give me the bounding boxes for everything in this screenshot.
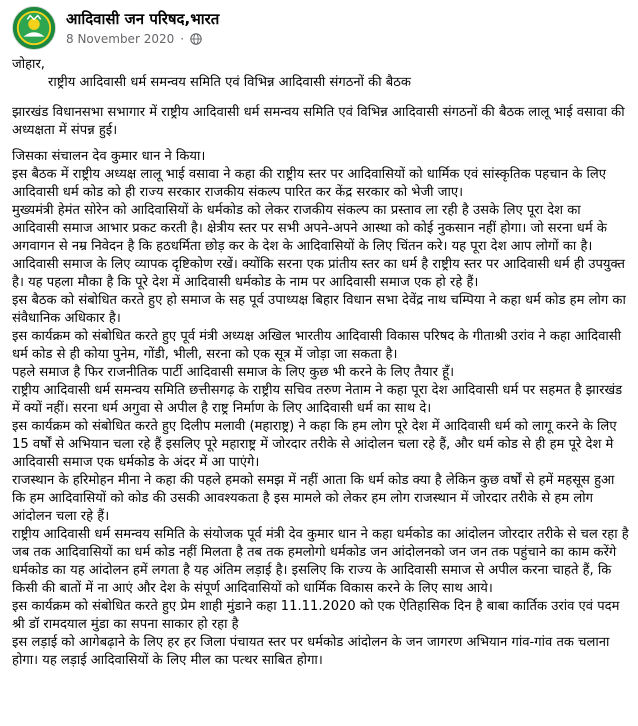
logo-icon (13, 7, 55, 49)
post-body (12, 56, 630, 670)
paragraph: राष्ट्रीय आदिवासी धर्म समन्वय समिति के संयोजक पूर्व मंत्री देव कुमार धान ने कहा धर्मकोड का आंदोलन जोरदार तरीके से चल रहा है जब तक आदिवासियों का धर्म कोड नहीं मिलता है तब तक हमलोगो धर्मकोड जन आंदोलनको जन जन तक पहुंचाने का काम करेंगे धर्मकोड का यह आंदोलन हमें लगता है यह अंतिम लड़ाई है। इसलिए कि राज्य के आदिवासी समाज से अपील करना चाहते हैं, कि किसी की बातों में ना आएं और देश के संपूर्ण आदिवासियों को धार्मिक विकास करने के लिए साथ आये। (12, 527, 629, 596)
greeting: जोहार, (12, 57, 45, 72)
paragraph: जिसका संचालन देव कुमार धान ने किया। (12, 149, 206, 164)
post-header (12, 6, 612, 52)
paragraph: इस लड़ाई को आगेबढ़ाने के लिए हर हर जिला पंचायत स्तर पर धर्मकोड आंदोलन के जन जागरण अभियान गांव-गांव तक चलाना होगा। यह लड़ाई आदिवासियों के लिए मील का पत्थर साबित होगा। (12, 635, 610, 668)
post-date[interactable]: 8 November 2020 (66, 32, 175, 46)
paragraph: इस बैठक को संबोधित करते हुए हो समाज के सह पूर्व उपाध्यक्ष बिहार विधान सभा देवेंद्र नाथ चम्पिया ने कहा धर्म कोड हम लोग का संवैधानिक अधिकार है। (12, 293, 626, 326)
post-title: राष्ट्रीय आदिवासी धर्म समन्वय समिति एवं विभिन्न आदिवासी संगठनों की बैठक (48, 75, 411, 90)
paragraph: पहले समाज है फिर राजनीतिक पार्टी आदिवासी समाज के लिए कुछ भी करने के लिए तैयार हूँ। (12, 365, 455, 380)
post-meta (66, 32, 202, 46)
paragraph: मुख्यमंत्री हेमंत सोरेन को आदिवासियों के धर्मकोड को लेकर राजकीय संकल्प का प्रस्ताव ला रही है उसके लिए पूरा देश का आदिवासी समाज आभार प्रकट करती है। क्षेत्रीय स्तर पर सभी अपने-अपने आस्था को कोई नुकसान नहीं होगा। जो सरना धर्म के अगवागन से नम्र निवेदन है कि हठधर्मिता छोड़ कर के देश के आदिवासियों के लिए चिंतन करे। यह पूरा देश आप लोगों का है। आदिवासी समाज के लिए व्यापक दृष्टिकोण रखें। क्योंकि सरना एक प्रांतीय स्तर का धर्म है राष्ट्रीय स्तर पर आदिवासी धर्म ही उपयुक्त है। यह पहला मौका है कि पूरे देश में आदिवासी धर्मकोड के नाम पर आदिवासी समाज एक हो रहे हैं। (12, 203, 626, 290)
paragraph: इस कार्यक्रम को संबोधित करते हुए दिलीप मलावी (महाराष्ट्र) ने कहा कि हम लोग पूरे देश में आदिवासी धर्म को लागू करने के लिए 15 वर्षों से अभियान चला रहे हैं इसलिए पूरे महाराष्ट्र में जोरदार तरीके से आंदोलन चला रहे हैं, और धर्म कोड से ही हम पूरे देश मे आदिवासी समाज एक धर्मकोड के अंदर में आ पाएंगे। (12, 419, 617, 470)
page-name[interactable]: आदिवासी जन परिषद,भारत (66, 10, 220, 28)
paragraph: झारखंड विधानसभा सभागार में राष्ट्रीय आदिवासी धर्म समन्वय समिति एवं विभिन्न आदिवासी संगठनों की बैठक लालू भाई वसावा की अध्यक्षता में संपन्न हुई। (12, 105, 625, 138)
globe-icon[interactable] (190, 33, 202, 45)
paragraph: इस कार्यक्रम को संबोधित करते हुए प्रेम शाही मुंडाने कहा 11.11.2020 को एक ऐतिहासिक दिन है बाबा कार्तिक उरांव एवं पदम श्री डॉ रामदयाल मुंडा का सपना साकार हो रहा है (12, 599, 620, 632)
page-avatar[interactable] (12, 6, 56, 50)
paragraph: राजस्थान के हरिमोहन मीना ने कहा की पहले हमको समझ में नहीं आता कि धर्म कोड क्या है लेकिन कुछ वर्षों से हमें महसूस हुआ कि हम आदिवासियों को कोड की उसकी आवश्यकता है इस मामले को लेकर हम लोग राजस्थान में जोरदार तरीके से हम लोग आंदोलन चला रहे हैं। (12, 473, 615, 524)
paragraph: राष्ट्रीय आदिवासी धर्म समन्वय समिति छत्तीसगढ़ के राष्ट्रीय सचिव तरुण नेताम ने कहा पूरा देश आदिवासी धर्म पर सहमत है झारखंड में क्यों नहीं। सरना धर्म अगुवा से अपील है राष्ट्र निर्माण के लिए आदिवासी धर्म का साथ दे। (12, 383, 623, 416)
meta-separator: · (180, 32, 185, 46)
paragraph: इस कार्यक्रम को संबोधित करते हुए पूर्व मंत्री अध्यक्ष अखिल भारतीय आदिवासी विकास परिषद के गीताश्री उरांव ने कहा आदिवासी धर्म कोड से ही कोया पुनेम, गोंडी, भीली, सरना को एक सूत्र में जोड़ा जा सकता है। (12, 329, 622, 362)
paragraph: इस बैठक में राष्ट्रीय अध्यक्ष लालू भाई वसावा ने कहा की राष्ट्रीय स्तर पर आदिवासियों को धार्मिक एवं सांस्कृतिक पहचान के लिए आदिवासी धर्म कोड को ही राज्य सरकार राजकीय संकल्प पारित कर केंद्र सरकार को भेजी जाए। (12, 167, 607, 200)
